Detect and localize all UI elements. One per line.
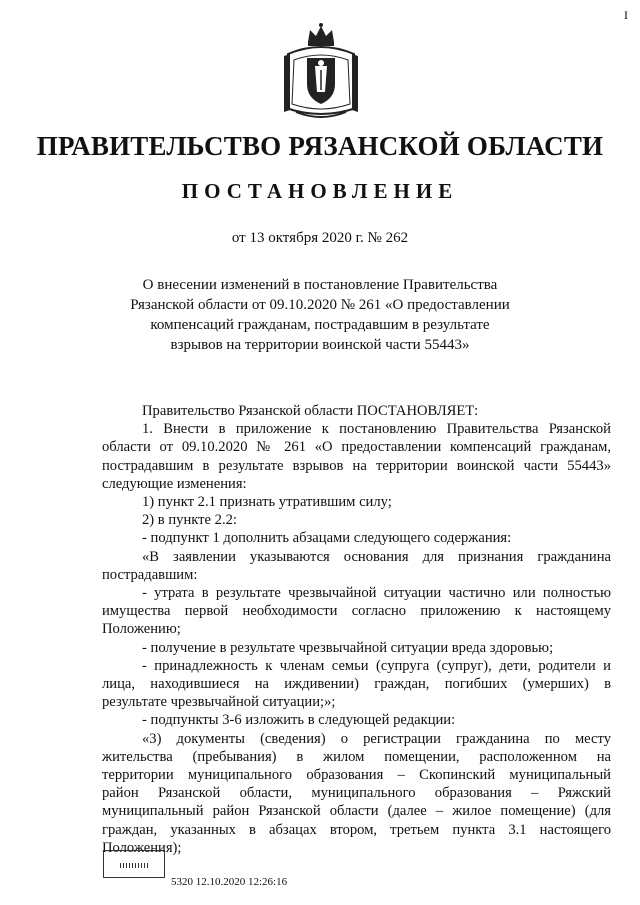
stamp-barcode	[104, 863, 164, 871]
body-line: имущества первой необходимости согласно приложению к настоящему	[102, 603, 611, 620]
title-line: О внесении изменений в постановление Правительства	[142, 277, 498, 293]
body-line: - получение в результате чрезвычайной ситуации вреда здоровью;	[142, 639, 554, 656]
body-line: граждан, указанных в абзацах втором, третьем пункта 3.1 настоящего	[102, 821, 611, 838]
body-line: 1) пункт 2.1 признать утратившим силу;	[142, 494, 392, 511]
title-line: Рязанской области от 09.10.2020 № 261 «О предоставлении	[130, 297, 510, 313]
body-line: Положения);	[102, 839, 182, 856]
page-number: I	[624, 8, 628, 22]
body-line: 1. Внести в приложение к постановлению Правительства Рязанской	[142, 421, 611, 438]
body-line: - утрата в результате чрезвычайной ситуации частично или полностью	[142, 585, 611, 602]
registration-code: 5320 12.10.2020 12:26:16	[171, 876, 288, 888]
body-line: - подпункт 1 дополнить абзацами следующего содержания:	[142, 530, 512, 547]
body-line: следующие изменения:	[102, 475, 247, 492]
body-line: «3) документы (сведения) о регистрации гражданина по месту	[142, 730, 611, 747]
body-line: лица, находившиеся на иждивении) граждан, погибших (умерших) в	[102, 676, 611, 693]
coat-of-arms-emblem	[280, 20, 362, 124]
body-line: Положению;	[102, 621, 181, 638]
body-line: области от 09.10.2020 № 261 «О предоставлении компенсаций гражданам,	[102, 439, 611, 456]
body-line: муниципальный район Рязанской области (далее – жилое помещение) (для	[102, 803, 611, 820]
body-line: Правительство Рязанской области ПОСТАНОВЛЯЕТ:	[142, 403, 479, 419]
document-date-number: от 13 октября 2020 г. № 262	[231, 230, 409, 246]
title-line: взрывов на территории воинской части 55443»	[170, 337, 470, 353]
body-line: пострадавшим:	[102, 566, 198, 583]
title-line: компенсаций гражданам, пострадавшим в результате	[150, 317, 490, 333]
document-body	[102, 402, 611, 857]
body-line: - принадлежность к членам семьи (супруга (супруг), дети, родители и	[142, 657, 611, 674]
registration-stamp	[103, 850, 165, 878]
organization-title: ПРАВИТЕЛЬСТВО РЯЗАНСКОЙ ОБЛАСТИ	[36, 131, 604, 161]
body-line: район Рязанской области, муниципального образования – Ряжский	[102, 785, 611, 802]
body-line: «В заявлении указываются основания для признания гражданина	[142, 548, 611, 565]
document-title	[0, 275, 640, 355]
body-line: 2) в пункте 2.2:	[142, 512, 237, 529]
body-line: жительства (пребывания) в жилом помещении, расположенном на	[102, 748, 611, 765]
body-line: результате чрезвычайной ситуации;»;	[102, 694, 336, 711]
document-type: ПОСТАНОВЛЕНИЕ	[181, 179, 459, 203]
body-line: территории муниципального образования – Скопинский муниципальный	[102, 767, 611, 784]
body-line: пострадавшим в результате взрывов на территории воинской части 55443»	[102, 457, 611, 474]
body-line: - подпункты 3-6 изложить в следующей редакции:	[142, 712, 456, 729]
